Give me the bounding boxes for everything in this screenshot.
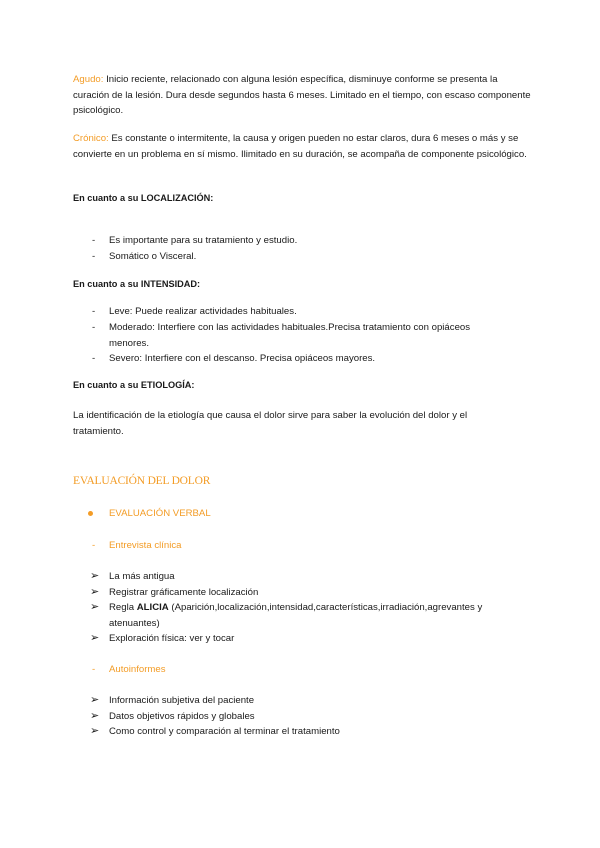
alicia-prefix: Regla (109, 602, 137, 613)
intensidad-item: Leve: Puede realizar actividades habituales. (109, 306, 297, 317)
arrow-bullet-icon: ➢ (90, 601, 100, 613)
entrevista-label: Entrevista clínica (109, 540, 182, 551)
entrevista-item: Registrar gráficamente localización (109, 587, 259, 598)
autoinformes-item: Datos objetivos rápidos y globales (109, 711, 255, 722)
localizacion-heading: En cuanto a su LOCALIZACIÓN: (73, 193, 214, 203)
autoinformes-item: Como control y comparación al terminar el tratamiento (109, 726, 340, 737)
dash-bullet: - (92, 664, 96, 675)
entrevista-item-alicia (109, 600, 509, 631)
arrow-bullet-icon: ➢ (90, 586, 100, 598)
dash-bullet: - (92, 353, 96, 364)
dash-bullet: - (92, 306, 96, 317)
alicia-bold: ALICIA (136, 602, 169, 613)
entrevista-item: La más antigua (109, 571, 175, 582)
intensidad-item: Severo: Interfiere con el descanso. Precisa opiáceos mayores. (109, 353, 376, 364)
cronico-text: Es constante o intermitente, la causa y origen pueden no estar claros, dura 6 meses o más y se convierte en un problema en sí mismo. Ilimitado en su duración, se acompaña de componente psicológico. (73, 133, 527, 160)
localizacion-item: Somático o Visceral. (109, 251, 197, 262)
autoinformes-label: Autoinformes (109, 664, 166, 675)
dash-bullet: - (92, 235, 96, 246)
bullet-dot (88, 511, 93, 516)
dash-bullet: - (92, 540, 96, 551)
arrow-bullet-icon: ➢ (90, 694, 100, 706)
agudo-text: Inicio reciente, relacionado con alguna lesión específica, disminuye conforme se presenta la curación de la lesión. Dura desde segundos hasta 6 meses. Limitado en el tiempo, con escaso componente psicológico. (73, 74, 531, 116)
agudo-label: Agudo: (73, 74, 104, 85)
arrow-bullet-icon: ➢ (90, 570, 100, 582)
autoinformes-item: Información subjetiva del paciente (109, 695, 255, 706)
intensidad-item: Moderado: Interfiere con las actividades habituales.Precisa tratamiento con opiáceos menores. (109, 322, 471, 349)
evaluacion-title: EVALUACIÓN DEL DOLOR (73, 475, 211, 487)
alicia-detail: (Aparición,localización,intensidad,características,irradiación,agrevantes y atenuantes) (109, 602, 483, 629)
cronico-paragraph (73, 131, 533, 162)
arrow-bullet-icon: ➢ (90, 632, 100, 644)
arrow-bullet-icon: ➢ (90, 725, 100, 737)
agudo-paragraph (73, 72, 533, 119)
intensidad-heading: En cuanto a su INTENSIDAD: (73, 279, 201, 289)
dash-bullet: - (92, 322, 96, 333)
arrow-bullet-icon: ➢ (90, 710, 100, 722)
localizacion-item: Es importante para su tratamiento y estudio. (109, 235, 298, 246)
etiologia-heading: En cuanto a su ETIOLOGÍA: (73, 380, 195, 390)
entrevista-item: Exploración física: ver y tocar (109, 633, 235, 644)
etiologia-paragraph: La identificación de la etiología que causa el dolor sirve para saber la evolución del dolor y el tratamiento. (73, 410, 468, 437)
cronico-label: Crónico: (73, 133, 109, 144)
evaluacion-verbal: EVALUACIÓN VERBAL (109, 508, 211, 519)
dash-bullet: - (92, 251, 96, 262)
